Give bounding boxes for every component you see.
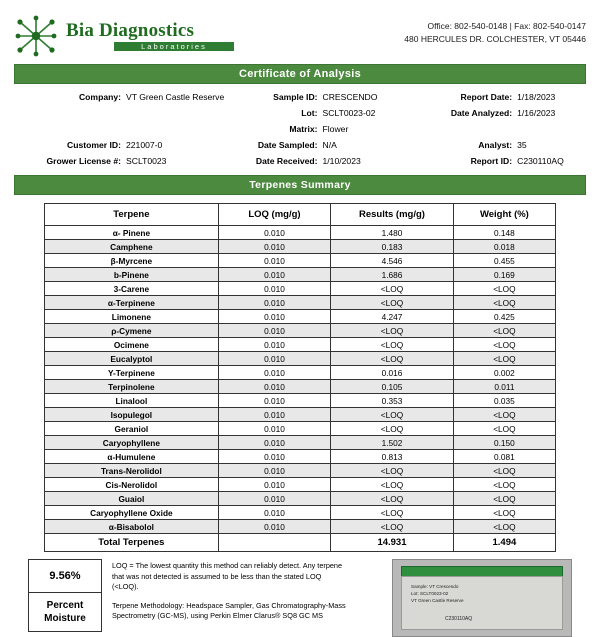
cell-weight: 0.002 bbox=[453, 366, 555, 380]
cell-results: 1.502 bbox=[331, 436, 454, 450]
company-value: VT Green Castle Reserve bbox=[126, 92, 225, 102]
moisture-value: 9.56% bbox=[28, 559, 102, 593]
table-row bbox=[45, 254, 556, 268]
cell-loq: 0.010 bbox=[218, 506, 330, 520]
cell-loq: 0.010 bbox=[218, 408, 330, 422]
column-header-loq: LOQ (mg/g) bbox=[218, 204, 330, 226]
cell-loq: 0.010 bbox=[218, 366, 330, 380]
cell-loq: 0.010 bbox=[218, 394, 330, 408]
cell-terpene: Terpinolene bbox=[45, 380, 219, 394]
table-row bbox=[45, 324, 556, 338]
column-header-results: Results (mg/g) bbox=[331, 204, 454, 226]
cell-terpene: Guaiol bbox=[45, 492, 219, 506]
cell-results: <LOQ bbox=[331, 506, 454, 520]
cell-weight: <LOQ bbox=[453, 296, 555, 310]
info-grower-license bbox=[16, 154, 227, 170]
table-row bbox=[45, 240, 556, 254]
date-analyzed-label: Date Analyzed: bbox=[450, 107, 513, 118]
cell-loq: 0.010 bbox=[218, 226, 330, 240]
info-matrix bbox=[227, 122, 426, 138]
table-row bbox=[45, 464, 556, 478]
total-loq bbox=[218, 534, 330, 552]
total-results: 14.931 bbox=[331, 534, 454, 552]
analyst-value: 35 bbox=[517, 139, 527, 150]
report-date-label: Report Date: bbox=[460, 92, 513, 102]
cell-weight: <LOQ bbox=[453, 408, 555, 422]
cell-loq: 0.010 bbox=[218, 422, 330, 436]
cell-weight: 0.148 bbox=[453, 226, 555, 240]
cell-loq: 0.010 bbox=[218, 310, 330, 324]
cell-loq: 0.010 bbox=[218, 450, 330, 464]
cell-terpene: Y-Terpinene bbox=[45, 366, 219, 380]
footer-notes bbox=[112, 559, 347, 629]
lot-label: Lot: bbox=[301, 107, 318, 118]
analyst-label: Analyst: bbox=[478, 139, 513, 150]
table-row bbox=[45, 310, 556, 324]
cell-results: <LOQ bbox=[331, 492, 454, 506]
cell-results: 4.247 bbox=[331, 310, 454, 324]
table-row bbox=[45, 450, 556, 464]
date-sampled-label: Date Sampled: bbox=[257, 139, 318, 150]
cell-loq: 0.010 bbox=[218, 464, 330, 478]
cell-results: <LOQ bbox=[331, 282, 454, 296]
info-report-date bbox=[425, 90, 584, 106]
date-sampled-value: N/A bbox=[322, 139, 337, 150]
terpenes-table bbox=[44, 203, 556, 552]
cell-terpene: Linalool bbox=[45, 394, 219, 408]
customer-id-value: 221007-0 bbox=[126, 139, 163, 150]
cell-weight: <LOQ bbox=[453, 338, 555, 352]
cell-loq: 0.010 bbox=[218, 254, 330, 268]
matrix-value: Flower bbox=[322, 123, 349, 134]
cell-loq: 0.010 bbox=[218, 240, 330, 254]
cell-results: <LOQ bbox=[331, 408, 454, 422]
loq-note: LOQ = The lowest quantity this method can reliably detect. Any terpene that was not detected is assumed to be less than the stated LOQ (<LOQ). bbox=[112, 561, 343, 592]
table-header-row bbox=[45, 204, 556, 226]
table-row bbox=[45, 282, 556, 296]
cell-weight: 0.169 bbox=[453, 268, 555, 282]
info-row-1 bbox=[16, 90, 584, 106]
molecule-logo-icon bbox=[14, 14, 58, 58]
sample-photo-label bbox=[411, 584, 464, 605]
cell-results: <LOQ bbox=[331, 464, 454, 478]
table-row bbox=[45, 478, 556, 492]
info-sample-id bbox=[227, 90, 426, 106]
cell-loq: 0.010 bbox=[218, 324, 330, 338]
company-label: Company: bbox=[78, 92, 121, 102]
cell-weight: <LOQ bbox=[453, 506, 555, 520]
report-date-value: 1/18/2023 bbox=[517, 92, 556, 102]
photo-label-line2: Lot: SCLT0023-02 bbox=[411, 591, 449, 597]
info-date-sampled bbox=[227, 138, 426, 154]
cell-terpene: α- Pinene bbox=[45, 226, 219, 240]
cell-weight: <LOQ bbox=[453, 464, 555, 478]
cell-loq: 0.010 bbox=[218, 296, 330, 310]
info-date-received bbox=[227, 154, 426, 170]
cell-terpene: Isopulegol bbox=[45, 408, 219, 422]
cell-results: <LOQ bbox=[331, 338, 454, 352]
info-date-analyzed bbox=[425, 106, 584, 122]
info-analyst bbox=[425, 138, 584, 154]
info-row-3 bbox=[16, 122, 584, 138]
cell-loq: 0.010 bbox=[218, 436, 330, 450]
cell-terpene: 3-Carene bbox=[45, 282, 219, 296]
cell-terpene: Geraniol bbox=[45, 422, 219, 436]
cell-results: 0.813 bbox=[331, 450, 454, 464]
column-header-terpene: Terpene bbox=[45, 204, 219, 226]
cell-loq: 0.010 bbox=[218, 520, 330, 534]
cell-results: 4.546 bbox=[331, 254, 454, 268]
cell-terpene: Camphene bbox=[45, 240, 219, 254]
contact-phone-line: Office: 802-540-0148 | Fax: 802-540-0147 bbox=[427, 21, 586, 31]
cell-weight: 0.455 bbox=[453, 254, 555, 268]
cell-results: <LOQ bbox=[331, 478, 454, 492]
cell-weight: <LOQ bbox=[453, 492, 555, 506]
info-lot bbox=[227, 106, 426, 122]
table-row bbox=[45, 506, 556, 520]
cell-weight: 0.150 bbox=[453, 436, 555, 450]
cell-weight: 0.035 bbox=[453, 394, 555, 408]
info-row-4 bbox=[16, 138, 584, 154]
brand-text bbox=[66, 21, 234, 52]
document-footer bbox=[14, 552, 586, 637]
photo-label-line1: Sample: VT Crescendo bbox=[411, 584, 459, 590]
table-row bbox=[45, 352, 556, 366]
cell-terpene: Ocimene bbox=[45, 338, 219, 352]
lot-value: SCLT0023-02 bbox=[322, 107, 376, 118]
contact-info bbox=[404, 14, 586, 46]
cell-loq: 0.010 bbox=[218, 478, 330, 492]
table-row bbox=[45, 422, 556, 436]
table-row bbox=[45, 436, 556, 450]
table-total-row bbox=[45, 534, 556, 552]
cell-terpene: Caryophyllene Oxide bbox=[45, 506, 219, 520]
cell-results: 0.105 bbox=[331, 380, 454, 394]
moisture-label: Percent Moisture bbox=[28, 593, 102, 632]
table-body bbox=[45, 226, 556, 534]
cell-terpene: Limonene bbox=[45, 310, 219, 324]
total-label: Total Terpenes bbox=[45, 534, 219, 552]
info-company bbox=[16, 90, 227, 106]
cell-loq: 0.010 bbox=[218, 352, 330, 366]
cell-terpene: b-Pinene bbox=[45, 268, 219, 282]
cell-terpene: Eucalyptol bbox=[45, 352, 219, 366]
cell-weight: <LOQ bbox=[453, 520, 555, 534]
brand-subtitle: Laboratories bbox=[114, 42, 234, 52]
cell-results: 0.353 bbox=[331, 394, 454, 408]
date-received-value: 1/10/2023 bbox=[322, 155, 361, 166]
total-weight: 1.494 bbox=[453, 534, 555, 552]
cell-weight: <LOQ bbox=[453, 352, 555, 366]
cell-results: 0.016 bbox=[331, 366, 454, 380]
cell-terpene: α-Bisabolol bbox=[45, 520, 219, 534]
table-row bbox=[45, 520, 556, 534]
sample-id-label: Sample ID: bbox=[273, 92, 318, 102]
info-row-5 bbox=[16, 154, 584, 170]
info-customer-id bbox=[16, 138, 227, 154]
cell-weight: 0.425 bbox=[453, 310, 555, 324]
terpenes-table-wrap bbox=[14, 195, 586, 552]
sample-info-block bbox=[14, 84, 586, 175]
table-row bbox=[45, 394, 556, 408]
info-blank-1 bbox=[16, 106, 227, 122]
sample-photo bbox=[392, 559, 572, 637]
table-row bbox=[45, 296, 556, 310]
methodology-note: Terpene Methodology: Headspace Sampler, Gas Chromatography-Mass Spectrometry (GC-MS), using Perkin Elmer Clarus® SQ8 GC MS bbox=[112, 600, 346, 620]
cell-results: <LOQ bbox=[331, 520, 454, 534]
cell-terpene: α-Terpinene bbox=[45, 296, 219, 310]
cell-terpene: β-Myrcene bbox=[45, 254, 219, 268]
table-row bbox=[45, 492, 556, 506]
brand-name: Bia Diagnostics bbox=[66, 19, 195, 41]
cell-loq: 0.010 bbox=[218, 492, 330, 506]
terpenes-summary-bar: Terpenes Summary bbox=[14, 175, 586, 195]
info-report-id bbox=[425, 154, 584, 170]
table-row bbox=[45, 268, 556, 282]
cell-weight: <LOQ bbox=[453, 478, 555, 492]
table-row bbox=[45, 408, 556, 422]
cell-results: 1.480 bbox=[331, 226, 454, 240]
cell-weight: 0.081 bbox=[453, 450, 555, 464]
cell-results: <LOQ bbox=[331, 422, 454, 436]
cell-results: <LOQ bbox=[331, 352, 454, 366]
info-blank-3 bbox=[425, 122, 584, 138]
cell-results: <LOQ bbox=[331, 324, 454, 338]
cell-terpene: Trans-Nerolidol bbox=[45, 464, 219, 478]
cell-results: <LOQ bbox=[331, 296, 454, 310]
cell-terpene: Cis-Nerolidol bbox=[45, 478, 219, 492]
info-blank-2 bbox=[16, 122, 227, 138]
photo-label-line3: VT Green Castle Reserve bbox=[411, 598, 464, 604]
cell-weight: <LOQ bbox=[453, 324, 555, 338]
column-header-weight: Weight (%) bbox=[453, 204, 555, 226]
cell-weight: 0.011 bbox=[453, 380, 555, 394]
table-row bbox=[45, 226, 556, 240]
grower-license-value: SCLT0023 bbox=[126, 155, 167, 166]
cell-weight: <LOQ bbox=[453, 422, 555, 436]
cell-terpene: Caryophyllene bbox=[45, 436, 219, 450]
report-id-label: Report ID: bbox=[470, 155, 513, 166]
sample-id-value: CRESCENDO bbox=[322, 92, 378, 102]
table-row bbox=[45, 366, 556, 380]
customer-id-label: Customer ID: bbox=[67, 139, 121, 150]
contact-address-line: 480 HERCULES DR. COLCHESTER, VT 05446 bbox=[404, 34, 586, 45]
cell-results: 0.183 bbox=[331, 240, 454, 254]
cell-loq: 0.010 bbox=[218, 380, 330, 394]
report-id-value: C230110AQ bbox=[517, 155, 564, 166]
table-row bbox=[45, 338, 556, 352]
cell-loq: 0.010 bbox=[218, 282, 330, 296]
table-row bbox=[45, 380, 556, 394]
grower-license-label: Grower License #: bbox=[46, 155, 121, 166]
certificate-title-bar: Certificate of Analysis bbox=[14, 64, 586, 84]
document-header bbox=[14, 10, 586, 64]
cell-loq: 0.010 bbox=[218, 338, 330, 352]
cell-weight: <LOQ bbox=[453, 282, 555, 296]
cell-results: 1.686 bbox=[331, 268, 454, 282]
date-analyzed-value: 1/16/2023 bbox=[517, 107, 556, 118]
brand-block bbox=[14, 14, 234, 58]
info-row-2 bbox=[16, 106, 584, 122]
cell-loq: 0.010 bbox=[218, 268, 330, 282]
cell-terpene: α-Humulene bbox=[45, 450, 219, 464]
date-received-label: Date Received: bbox=[255, 155, 318, 166]
matrix-label: Matrix: bbox=[289, 123, 318, 134]
cell-weight: 0.018 bbox=[453, 240, 555, 254]
photo-label-code: C230110AQ bbox=[445, 616, 473, 623]
cell-terpene: ρ-Cymene bbox=[45, 324, 219, 338]
moisture-block bbox=[28, 559, 102, 632]
